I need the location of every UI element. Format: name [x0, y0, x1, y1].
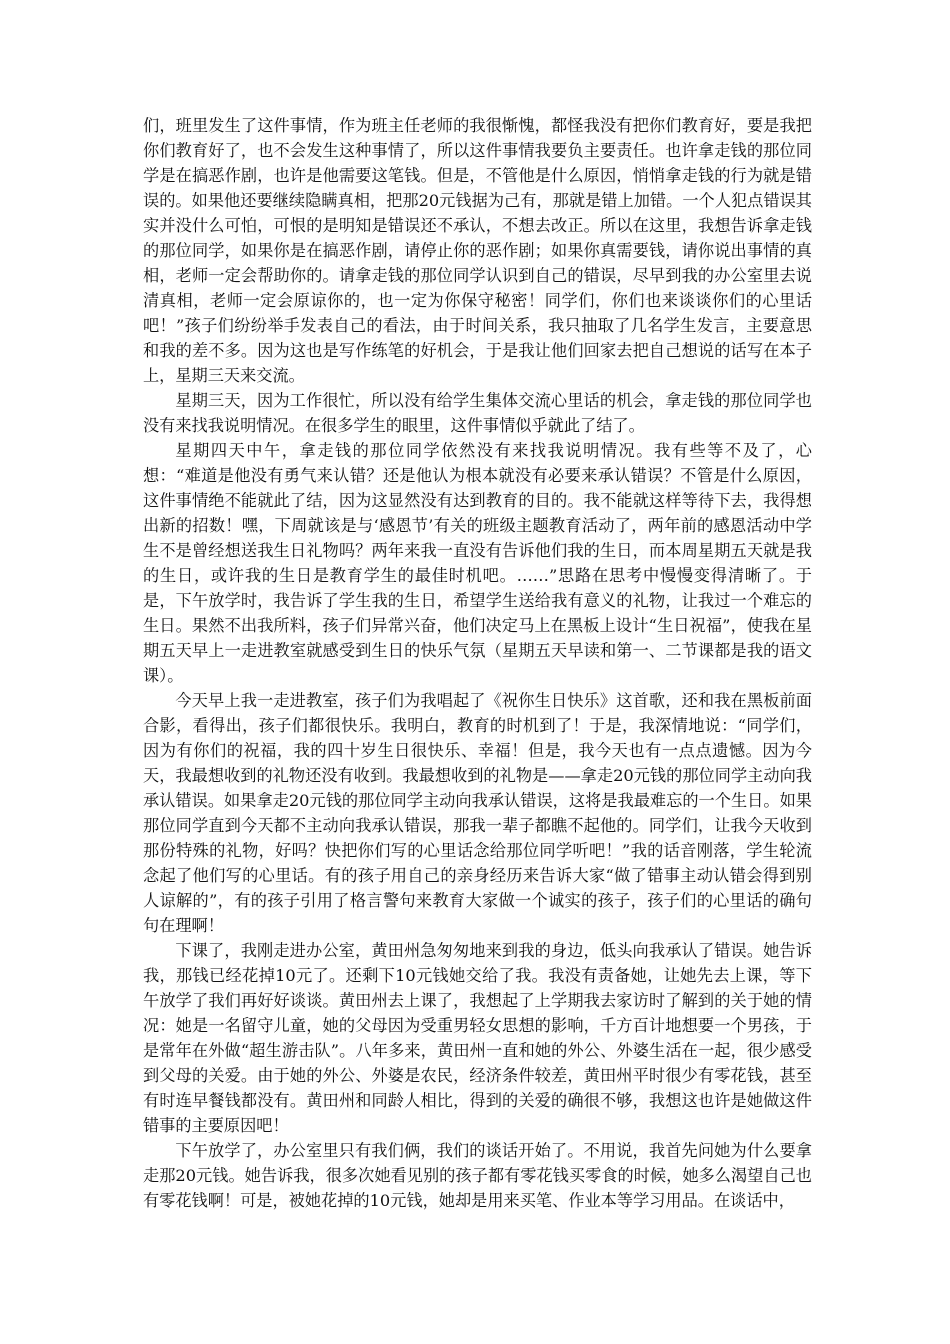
- paragraph-4: 今天早上我一走进教室，孩子们为我唱起了《祝你生日快乐》这首歌，还和我在黑板前面合影，看得出，孩子们都很快乐。我明白，教育的时机到了！于是，我深情地说：“同学们，因为有你们的祝福，我的四十岁生日很快乐、幸福！但是，我今天也有一点点遗憾。因为今天，我最想收到的礼物还没有收到。我最想收到的礼物是——拿走20元钱的那位同学主动向我承认错误。如果拿走20元钱的那位同学主动向我承认错误，这将是我最难忘的一个生日。如果那位同学直到今天都不主动向我承认错误，那我一辈子都瞧不起他的。同学们，让我今天收到那份特殊的礼物，好吗？快把你们写的心里话念给那位同学听吧！”我的话音刚落，学生轮流念起了他们写的心里话。有的孩子用自己的亲身经历来告诉大家“做了错事主动认错会得到别人谅解的”，有的孩子引用了格言警句来教育大家做一个诚实的孩子，孩子们的心里话的确句句在理啊！: [143, 691, 812, 935]
- paragraph-2: 星期三天，因为工作很忙，所以没有给学生集体交流心里话的机会，拿走钱的那位同学也没有来找我说明情况。在很多学生的眼里，这件事情似乎就此了结了。: [143, 391, 812, 435]
- document-body: [143, 113, 812, 1213]
- paragraph-5: 下课了，我刚走进办公室，黄田州急匆匆地来到我的身边，低头向我承认了错误。她告诉我，那钱已经花掉10元了。还剩下10元钱她交给了我。我没有责备她，让她先去上课，等下午放学了我们再好好谈谈。黄田州去上课了，我想起了上学期我去家访时了解到的关于她的情况：她是一名留守儿童，她的父母因为受重男轻女思想的影响，千方百计地想要一个男孩，于是常年在外做“超生游击队”。八年多来，黄田州一直和她的外公、外婆生活在一起，很少感受到父母的关爱。由于她的外公、外婆是农民，经济条件较差，黄田州平时很少有零花钱，甚至有时连早餐钱都没有。黄田州和同龄人相比，得到的关爱的确很不够，我想这也许是她做这件错事的主要原因吧！: [143, 941, 812, 1135]
- paragraph-3: 星期四天中午，拿走钱的那位同学依然没有来找我说明情况。我有些等不及了，心想：“难道是他没有勇气来认错？还是他认为根本就没有必要来承认错误？不管是什么原因，这件事情绝不能就此了结，因为这显然没有达到教育的目的。我不能就这样等待下去，我得想出新的招数！嘿，下周就该是与‘感恩节’有关的班级主题教育活动了，两年前的感恩活动中学生不是曾经想送我生日礼物吗？两年来我一直没有告诉他们我的生日，而本周星期五天就是我的生日，或许我的生日是教育学生的最佳时机吧。……”思路在思考中慢慢变得清晰了。于是，下午放学时，我告诉了学生我的生日，希望学生送给我有意义的礼物，让我过一个难忘的生日。果然不出我所料，孩子们异常兴奋，他们决定马上在黑板上设计“生日祝福”，使我在星期五天早上一走进教室就感受到生日的快乐气氛（星期五天早读和第一、二节课都是我的语文课）。: [143, 441, 812, 685]
- paragraph-6: 下午放学了，办公室里只有我们俩，我们的谈话开始了。不用说，我首先问她为什么要拿走那20元钱。她告诉我，很多次她看见别的孩子都有零花钱买零食的时候，她多么渴望自己也有零花钱啊！可是，被她花掉的10元钱，她却是用来买笔、作业本等学习用品。在谈话中，: [143, 1141, 812, 1210]
- paragraph-1: 们，班里发生了这件事情，作为班主任老师的我很惭愧，都怪我没有把你们教育好，要是我把你们教育好了，也不会发生这种事情了，所以这件事情我要负主要责任。也许拿走钱的那位同学是在搞恶作剧，也许是他需要这笔钱。但是，不管他是什么原因，悄悄拿走钱的行为就是错误的。如果他还要继续隐瞒真相，把那20元钱据为己有，那就是错上加错。一个人犯点错误其实并没什么可怕，可恨的是明知是错误还不承认，不想去改正。所以在这里，我想告诉拿走钱的那位同学，如果你是在搞恶作剧，请停止你的恶作剧；如果你真需要钱，请你说出事情的真相，老师一定会帮助你的。请拿走钱的那位同学认识到自己的错误，尽早到我的办公室里去说清真相，老师一定会原谅你的，也一定为你保守秘密！同学们，你们也来谈谈你们的心里话吧！”孩子们纷纷举手发表自己的看法，由于时间关系，我只抽取了几名学生发言，主要意思和我的差不多。因为这也是写作练笔的好机会，于是我让他们回家去把自己想说的话写在本子上，星期三天来交流。: [143, 116, 812, 385]
